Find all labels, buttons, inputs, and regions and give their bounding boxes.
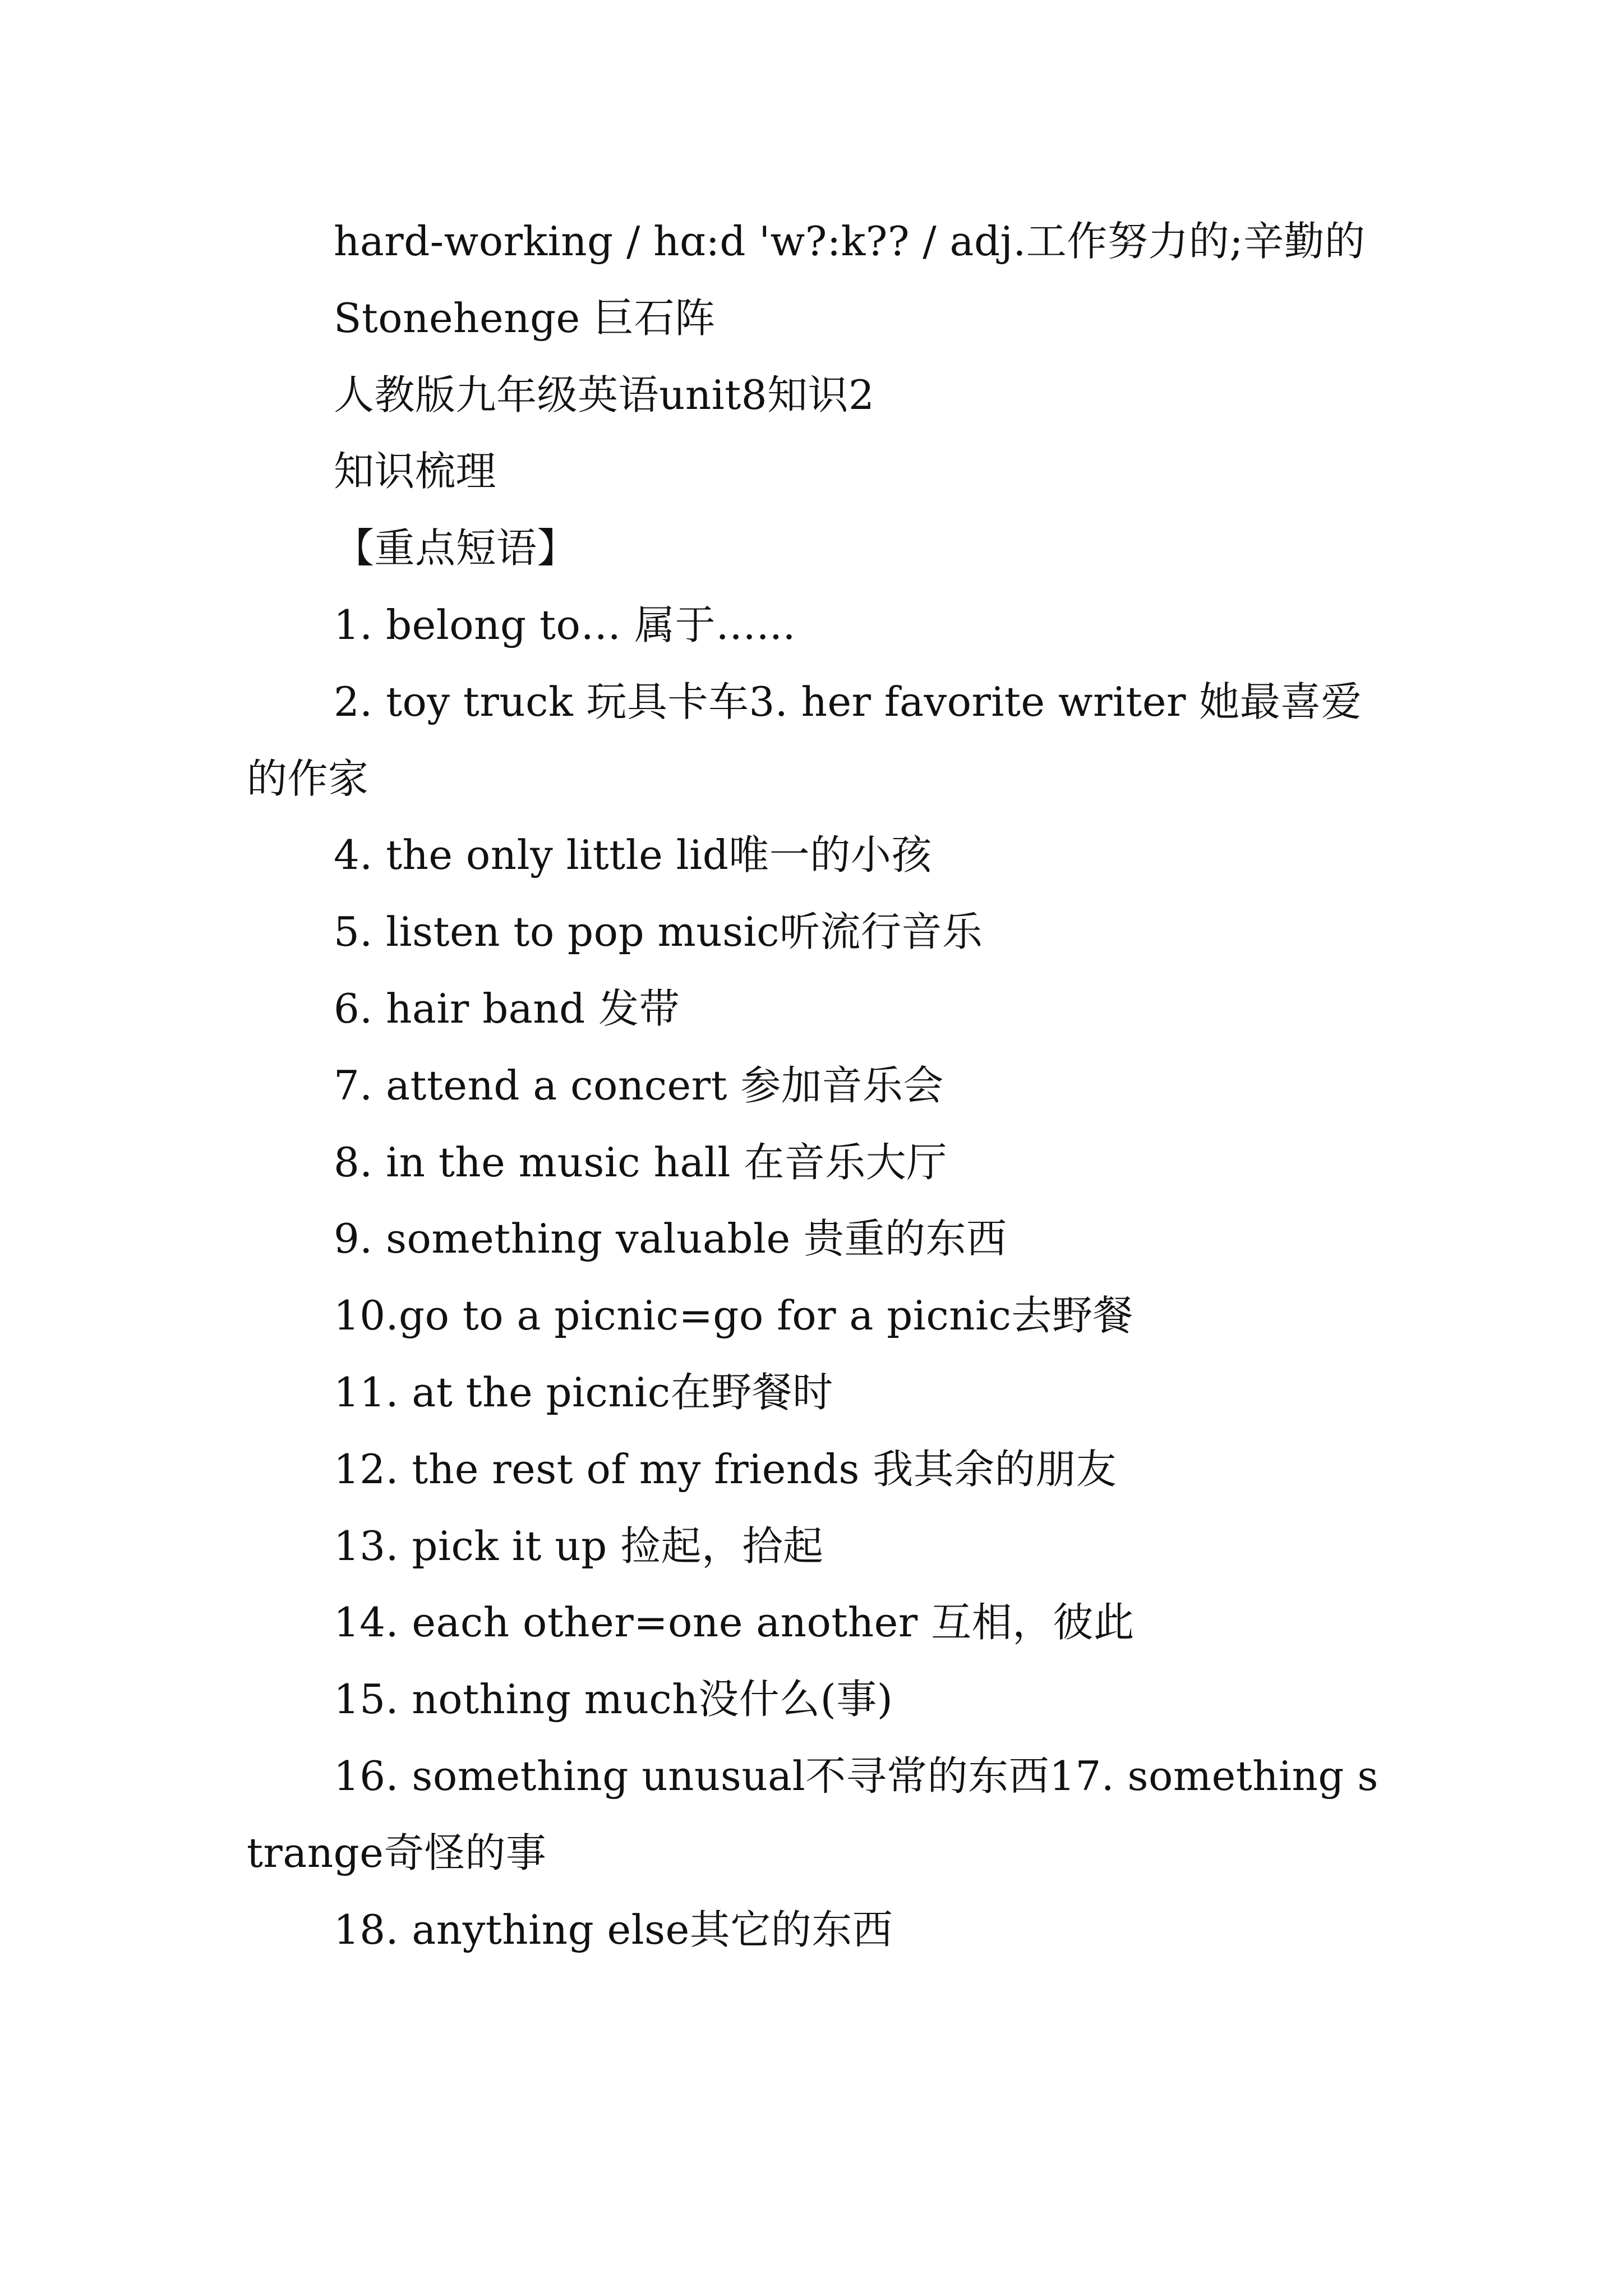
phrase-item-4: 4. the only little lid唯一的小孩 xyxy=(334,831,932,879)
phrase-item-13: 13. pick it up 捡起，拾起 xyxy=(334,1522,824,1570)
phrase-item-15: 15. nothing much没什么(事) xyxy=(334,1676,893,1723)
phrase-item-8: 8. in the music hall 在音乐大厅 xyxy=(334,1138,947,1186)
phrase-item-9: 9. something valuable 贵重的东西 xyxy=(334,1215,1007,1263)
phrase-item-2-3: 2. toy truck 玩具卡车3. her favorite writer 她最喜爱的作家 xyxy=(247,678,1362,802)
phrase-item-14: 14. each other=one another 互相，彼此 xyxy=(334,1599,1135,1646)
phrase-item-5: 5. listen to pop music听流行音乐 xyxy=(334,908,983,956)
document-body xyxy=(247,203,1385,1968)
vocab-entry-hard-working: hard-working / hɑ:d 'w?:k?? / adj.工作努力的;辛勤的 xyxy=(334,218,1366,265)
phrase-item-10: 10.go to a picnic=go for a picnic去野餐 xyxy=(334,1292,1133,1340)
section-subtitle: 知识梳理 xyxy=(334,448,497,495)
phrase-item-11: 11. at the picnic在野餐时 xyxy=(334,1368,833,1416)
key-phrases-heading: 【重点短语】 xyxy=(334,524,578,572)
phrase-item-16-17: 16. something unusual不寻常的东西17. something strange奇怪的事 xyxy=(247,1752,1378,1876)
phrase-item-6: 6. hair band 发带 xyxy=(334,984,680,1032)
vocab-entry-stonehenge: Stonehenge 巨石阵 xyxy=(334,294,716,342)
section-title: 人教版九年级英语unit8知识2 xyxy=(334,371,875,418)
phrase-item-12: 12. the rest of my friends 我其余的朋友 xyxy=(334,1445,1117,1493)
phrase-item-7: 7. attend a concert 参加音乐会 xyxy=(334,1061,944,1109)
phrase-item-18: 18. anything else其它的东西 xyxy=(334,1906,893,1953)
phrase-item-1: 1. belong to… 属于…... xyxy=(334,601,796,648)
